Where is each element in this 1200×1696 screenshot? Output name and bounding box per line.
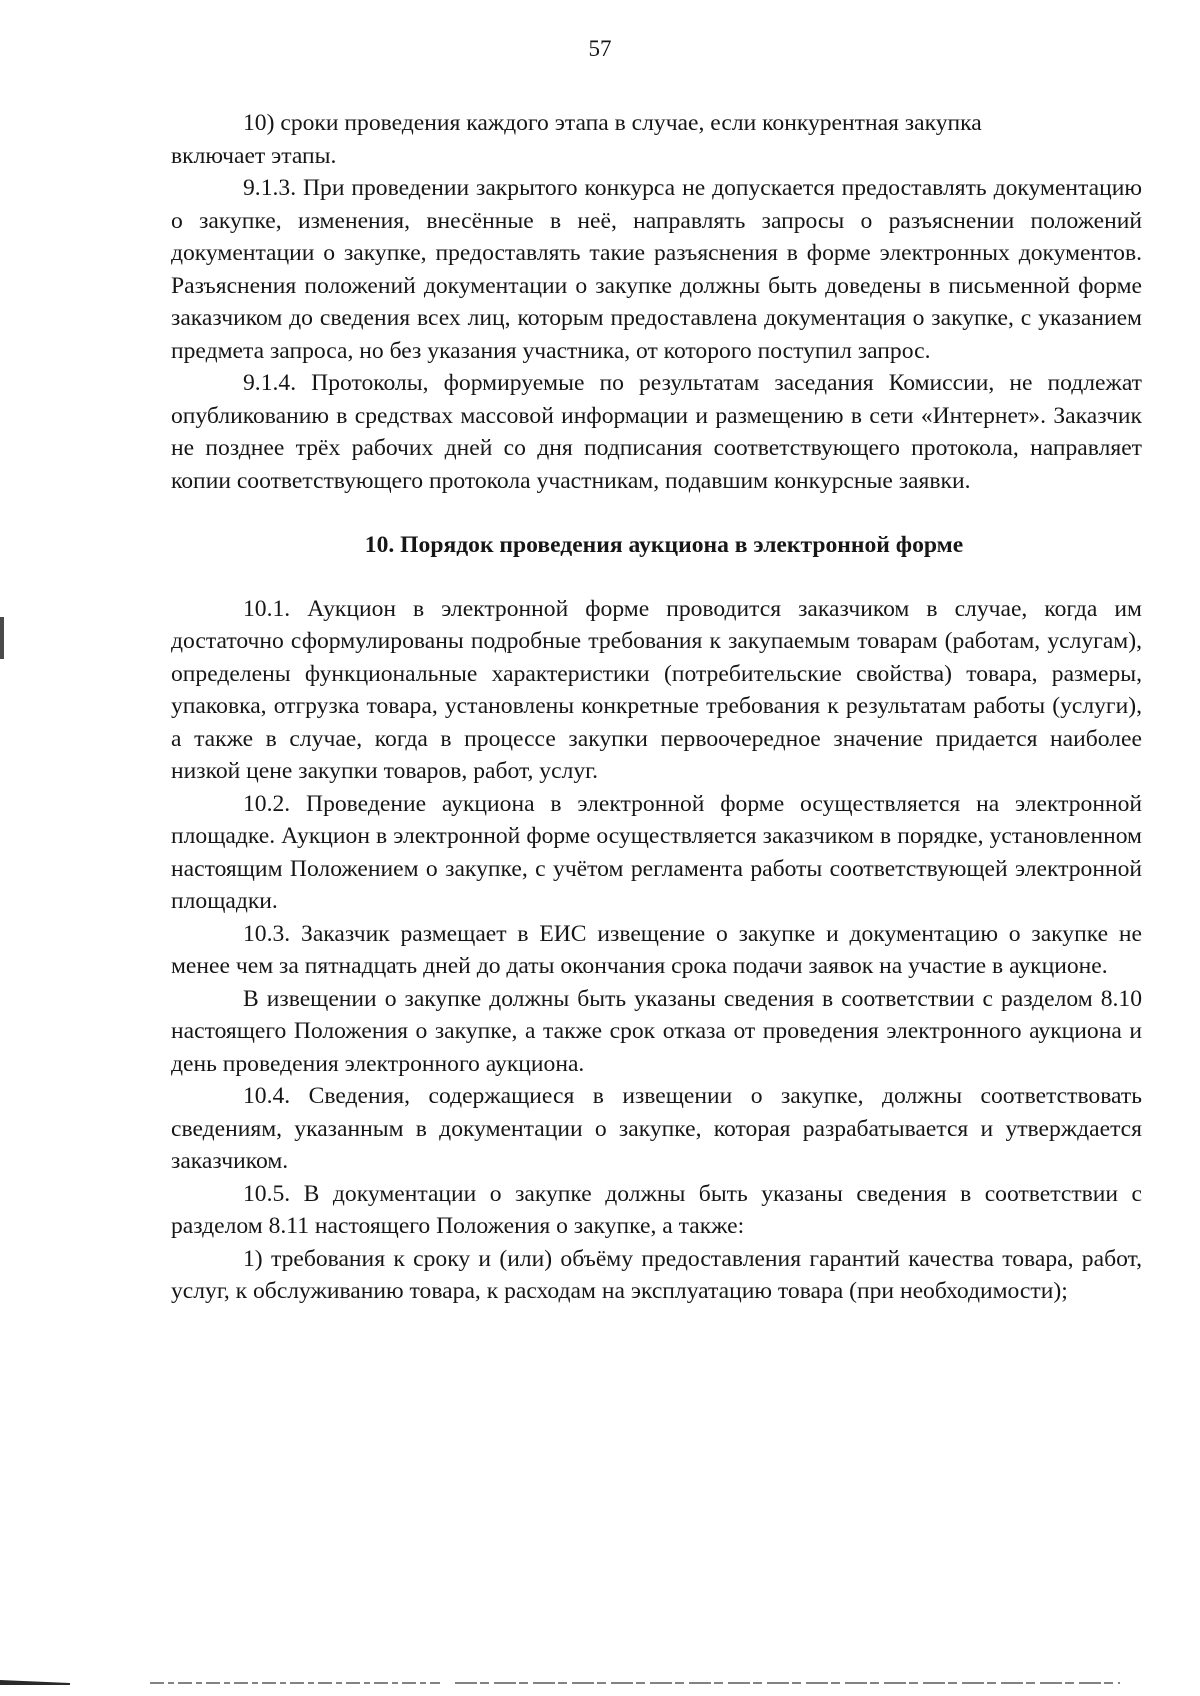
paragraph-9-1-4: 9.1.4. Протоколы, формируемые по результатам заседания Комиссии, не подлежат опубликованию в средствах массовой информации и размещению в сети «Интернет». Заказчик не позднее трёх рабочих дней со дня подписания соответствующего протокола, направляет копии соответствующего протокола участникам, подавшим конкурсные заявки. [171, 370, 1142, 494]
section-heading: 10. Порядок проведения аукциона в электронной форме [364, 532, 964, 558]
paragraph-10-4: 10.4. Сведения, содержащиеся в извещении о закупке, должны соответствовать сведениям, указанным в документации о закупке, которая разрабатывается и утверждается заказчиком. [171, 1083, 1142, 1174]
scan-edge-mark [0, 617, 4, 659]
scan-bottom-line [0, 1679, 1200, 1685]
paragraph-item-10-start: 10) сроки проведения каждого этапа в случае, если конкурентная закупка [243, 110, 982, 136]
paragraph-item-10-end: включает этапы. [171, 142, 337, 169]
paragraph-10-5: 10.5. В документации о закупке должны быть указаны сведения в соответствии с разделом 8.11 настоящего Положения о закупке, а также: [171, 1180, 1142, 1239]
page-number: 57 [588, 36, 612, 61]
paragraph-item-1: 1) требования к сроку и (или) объёму предоставления гарантий качества товара, работ, услуг, к обслуживанию товара, к расходам на эксплуатацию товара (при необходимости); [171, 1245, 1142, 1304]
paragraph-notice-contents: В извещении о закупке должны быть указаны сведения в соответствии с разделом 8.10 настоящего Положения о закупке, а также срок отказа от проведения электронного аукциона и день проведения электронного аукциона. [171, 985, 1142, 1077]
paragraph-9-1-3: 9.1.3. При проведении закрытого конкурса не допускается предоставлять документацию о закупке, изменения, внесённые в неё, направлять запросы о разъяснении положений документации о закупке, предоставлять такие разъяснения в форме электронных документов. Разъяснения положений документации о закупке должны быть доведены в письменной форме заказчиком до сведения всех лиц, которым предоставлена документация о закупке, с указанием предмета запроса, но без указания участника, от которого поступил запрос. [171, 175, 1142, 364]
paragraph-10-3: 10.3. Заказчик размещает в ЕИС извещение о закупке и документацию о закупке не менее чем за пятнадцать дней до даты окончания срока подачи заявок на участие в аукционе. [171, 920, 1142, 979]
paragraph-10-1: 10.1. Аукцион в электронной форме проводится заказчиком в случае, когда им достаточно сформулированы подробные требования к закупаемым товарам (работам, услугам), определены функциональные характеристики (потребительские свойства) товара, размеры, упаковка, отгрузка товара, установлены конкретные требования к результатам работы (услуги), а также в случае, когда в процессе закупки первоочередное значение придается наиболее низкой цене закупки товаров, работ, услуг. [171, 595, 1142, 784]
document-body [171, 107, 1142, 1308]
paragraph-10-2: 10.2. Проведение аукциона в электронной форме осуществляется на электронной площадке. Аукцион в электронной форме осуществляется заказчиком в порядке, установленном настоящим Положением о закупке, с учётом регламента работы соответствующей электронной площадки. [171, 790, 1142, 914]
